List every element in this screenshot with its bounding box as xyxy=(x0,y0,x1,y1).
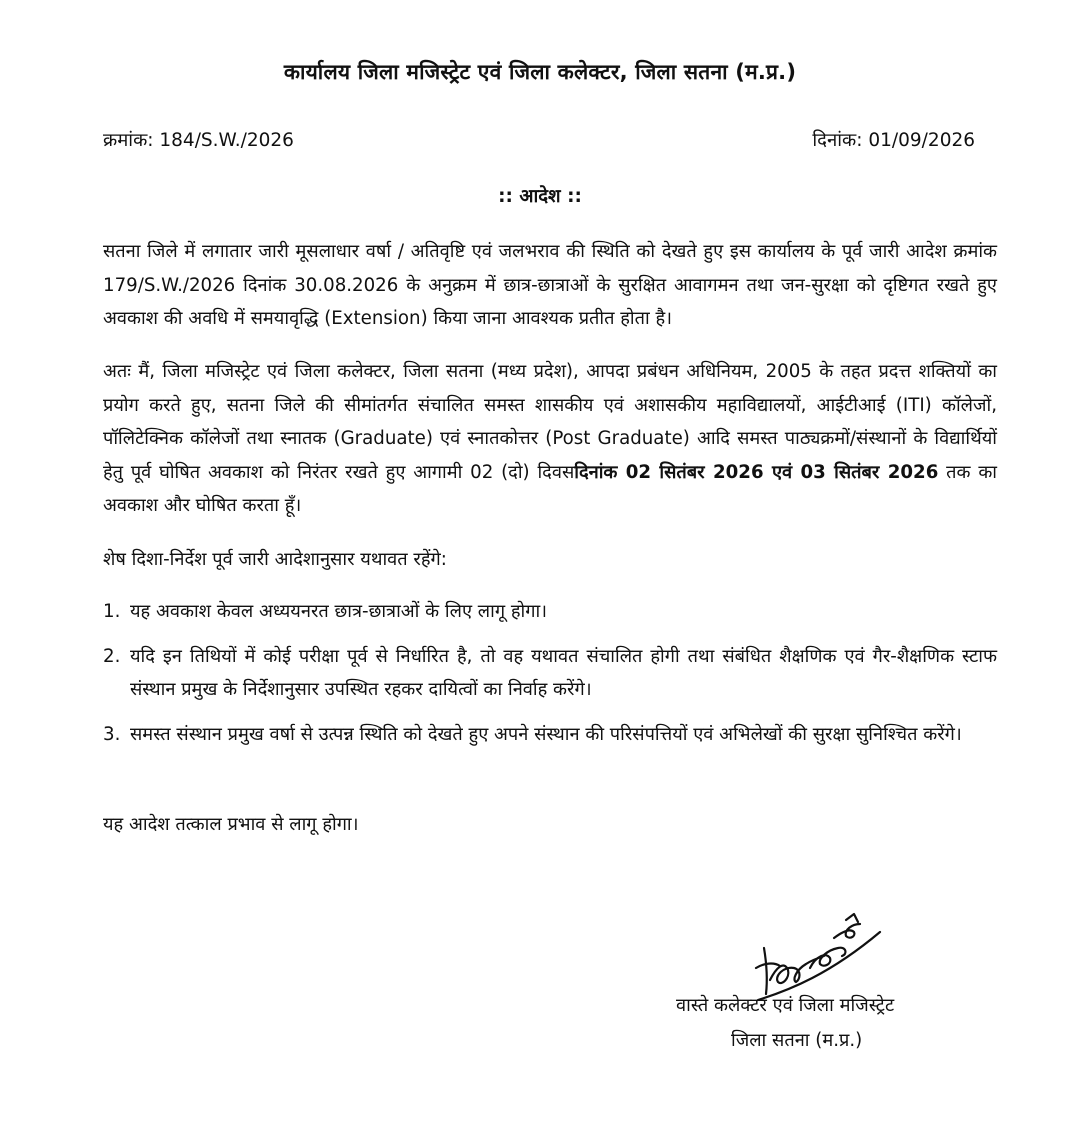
list-item xyxy=(103,595,997,629)
signatory-district: जिला सतना (म.प्र.) xyxy=(731,1030,863,1051)
signatory-designation: वास्ते कलेक्टर एवं जिला मजिस्ट्रेट xyxy=(676,995,895,1016)
list-item-text: यदि इन तिथियों में कोई परीक्षा पूर्व से निर्धारित है, तो वह यथावत संचालित होगी तथा संबंधित शैक्षणिक एवं गैर-शैक्षणिक स्टाफ संस्थान प्रमुख के निर्देशानुसार उपस्थित रहकर दायित्वों का निर्वाह करेंगे। xyxy=(130,645,997,700)
office-title: कार्यालय जिला मजिस्ट्रेट एवं जिला कलेक्टर, जिला सतना (म.प्र.) xyxy=(283,60,797,84)
order-text-end: तक का अवकाश और घोषित करता हूँ। xyxy=(103,461,997,516)
holiday-dates: दिनांक 02 सितंबर 2026 एवं 03 सितंबर 2026 xyxy=(574,461,939,483)
reference-number: क्रमांक: 184/S.W./2026 xyxy=(103,130,294,151)
closing-statement: यह आदेश तत्काल प्रभाव से लागू होगा। xyxy=(103,814,359,835)
order-text: अतः मैं, जिला मजिस्ट्रेट एवं जिला कलेक्टर, जिला सतना (मध्य प्रदेश), आपदा प्रबंधन अधिनियम, 2005 के तहत प्रदत्त शक्तियों का प्रयोग करते हुए, सतना जिले की सीमांतर्गत संचालित समस्त शासकीय एवं अशासकीय महाविद्यालयों, आईटीआई (ITI) कॉलेजों, पॉलिटेक्निक कॉलेजों तथा स्नातक (Graduate) एवं स्नातकोत्तर (Post Graduate) आदि समस्त पाठ्यक्रमों/संस्थानों के विद्यार्थियों हेतु पूर्व घोषित अवकाश को निरंतर रखते हुए आगामी 02 (दो) दिवस xyxy=(103,361,997,483)
paragraph-order xyxy=(103,355,997,523)
list-item-number: 2. xyxy=(103,645,121,667)
list-item xyxy=(103,718,997,752)
list-item-number: 1. xyxy=(103,601,121,622)
handwritten-signature xyxy=(750,908,885,1003)
paragraph-context: सतना जिले में लगातार जारी मूसलाधार वर्षा / अतिवृष्टि एवं जलभराव की स्थिति को देखते हुए इस कार्यालय के पूर्व जारी आदेश क्रमांक 179/S.W./2026 दिनांक 30.08.2026 के अनुक्रम में छात्र-छात्राओं के सुरक्षित आवागमन तथा जन-सुरक्षा को दृष्टिगत रखते हुए अवकाश की अवधि में समयावृद्धि (Extension) किया जाना आवश्यक प्रतीत होता है। xyxy=(103,241,997,329)
instruction-list xyxy=(103,595,997,762)
list-item-number: 3. xyxy=(103,723,121,745)
order-heading: :: आदेश :: xyxy=(498,186,582,207)
list-item xyxy=(103,640,997,707)
paragraph-instructions-intro: शेष दिशा-निर्देश पूर्व जारी आदेशानुसार यथावत रहेंगे: xyxy=(103,549,447,570)
list-item-text: यह अवकाश केवल अध्ययनरत छात्र-छात्राओं के लिए लागू होगा। xyxy=(130,601,548,622)
list-item-text: समस्त संस्थान प्रमुख वर्षा से उत्पन्न स्थिति को देखते हुए अपने संस्थान की परिसंपत्तियों एवं अभिलेखों की सुरक्षा सुनिश्चित करेंगे। xyxy=(130,723,962,745)
order-date: दिनांक: 01/09/2026 xyxy=(812,130,975,151)
